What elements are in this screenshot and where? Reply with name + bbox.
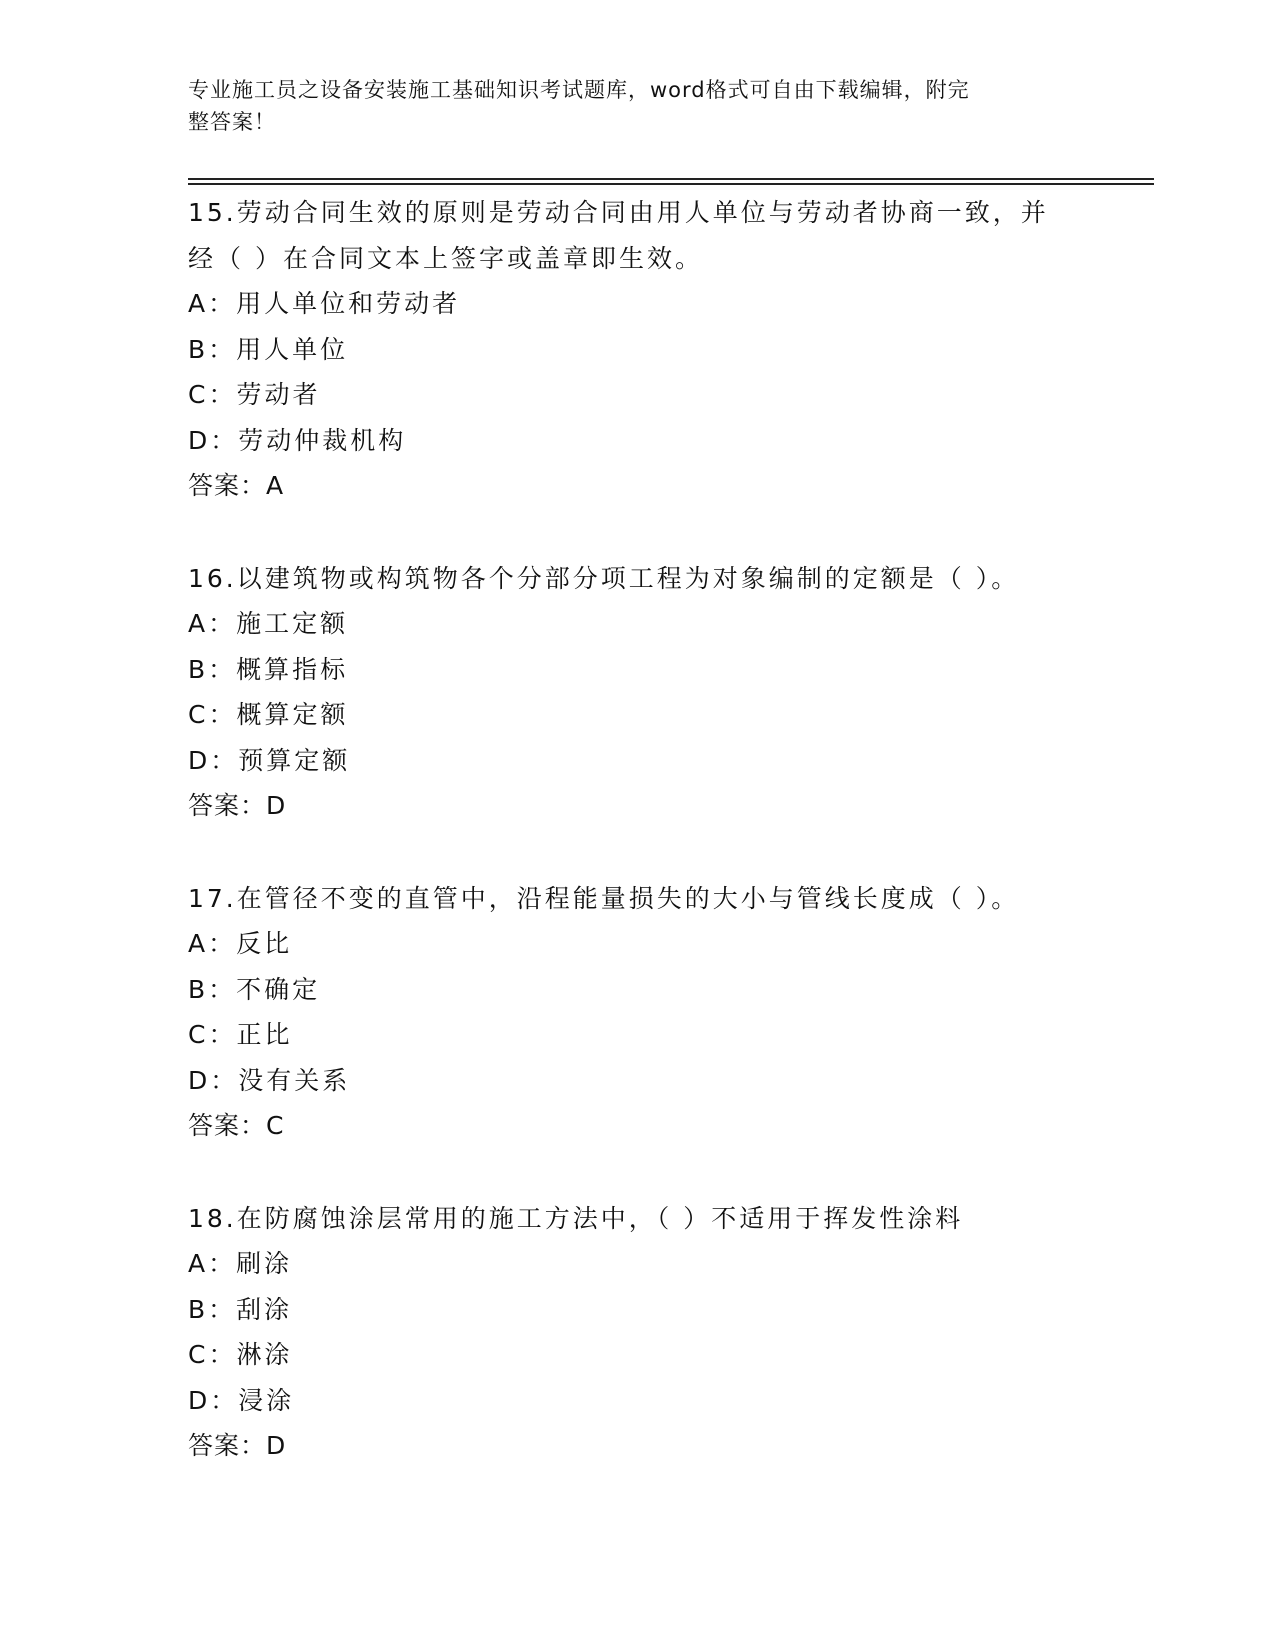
- option-c: C：概算定额: [188, 700, 349, 729]
- question-stem-line: 17.在管径不变的直管中，沿程能量损失的大小与管线长度成（ ）。: [188, 883, 1020, 913]
- option-c: C：淋涂: [188, 1340, 293, 1369]
- question-stem-line: 15.劳动合同生效的原则是劳动合同由用人单位与劳动者协商一致，并: [188, 198, 1049, 227]
- option-b: B：概算指标: [188, 654, 349, 684]
- option-d: D：劳动仲裁机构: [188, 425, 407, 455]
- question-stem-line: 16.以建筑物或构筑物各个分部分项工程为对象编制的定额是（ ）。: [188, 563, 1020, 593]
- answer-line: 答案：A: [188, 471, 285, 500]
- answer-line: 答案：D: [188, 791, 287, 820]
- question-18: [188, 1196, 1088, 1469]
- header-line-1: 专业施工员之设备安装施工基础知识考试题库，word格式可自由下载编辑，附完: [188, 78, 970, 102]
- option-b: B：不确定: [188, 974, 321, 1004]
- question-16: [188, 556, 1088, 829]
- option-c: C：劳动者: [188, 380, 321, 409]
- question-list: [188, 190, 1088, 1516]
- question-stem-line: 18.在防腐蚀涂层常用的施工方法中，（ ）不适用于挥发性涂料: [188, 1203, 964, 1233]
- option-d: D：没有关系: [188, 1065, 351, 1095]
- option-a: A：反比: [188, 929, 293, 958]
- question-stem-line: 经（ ）在合同文本上签字或盖章即生效。: [188, 243, 703, 273]
- question-17: [188, 876, 1088, 1149]
- header-divider-bottom: [188, 183, 1154, 185]
- answer-line: 答案：D: [188, 1431, 287, 1460]
- option-d: D：预算定额: [188, 745, 351, 775]
- header-divider-top: [188, 178, 1154, 180]
- option-b: B：用人单位: [188, 334, 349, 364]
- option-a: A：刷涂: [188, 1249, 293, 1278]
- option-d: D：浸涂: [188, 1385, 295, 1415]
- answer-line: 答案：C: [188, 1111, 285, 1140]
- option-b: B：刮涂: [188, 1294, 293, 1324]
- option-a: A：施工定额: [188, 609, 349, 638]
- question-15: [188, 190, 1088, 509]
- option-c: C：正比: [188, 1020, 293, 1049]
- document-header: [188, 74, 1068, 138]
- option-a: A：用人单位和劳动者: [188, 289, 461, 318]
- header-line-2: 整答案！: [188, 110, 276, 134]
